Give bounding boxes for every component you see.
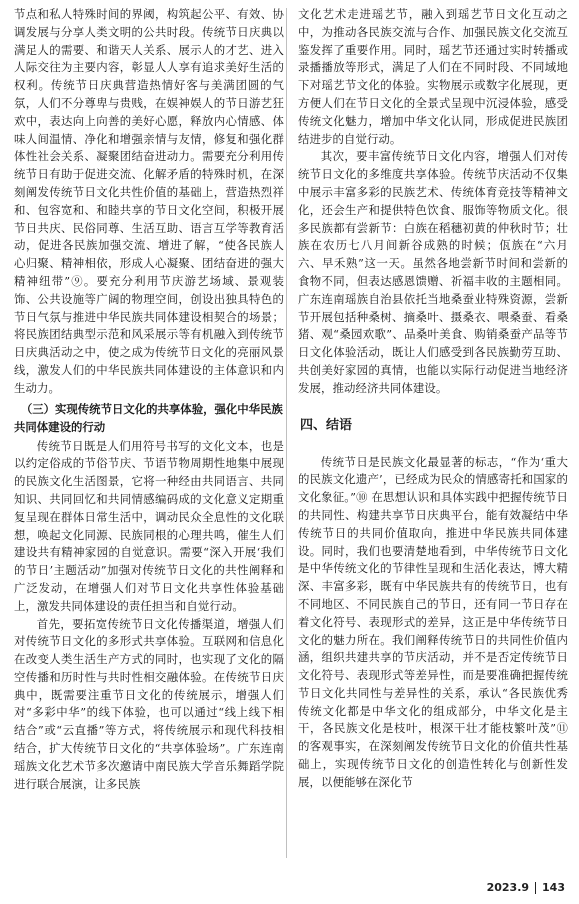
body-paragraph: 节点和私人特殊时间的界阈，构筑起公平、有效、协调发展与分享人类文明的公共时段。传统节日庆典以满足人的需要、和谐天人关系、展示人的才艺、进入人际交往为主要内容，彰显人人享有追求美好生活的权利。传统节日庆典营造热情好客与美满团圆的气氛，人们不分尊卑与贵贱，在娱神娱人的节日游艺狂欢中，表达向上向善的美好心愿，释放内心情感、体味人间温情、净化和增强亲情与友情，修复和强化群体性社会关系、凝聚团结奋进动力。需要充分利用传统节日有助于促进交流、化解矛盾的特殊时机，在深刻阐发传统节日文化共性价值的基础上，营造热烈祥和、包容宽和、和睦共享的节日文化空间，积极开展节日共庆、民俗同尊、生活互助、语言互学等教育活动，促进各民族加强交流、增进了解，“使各民族人心归聚、精神相依，形成人心凝聚、团结奋进的强大精神纽带”⑨。要充分利用节庆游艺场域、景观装饰、公共设施等广阔的物理空间，创设出独具特色的节日气氛与推进中华民族共同体建设相契合的场景；将民族团结典型示范和风采展示等有机融入到传统节日庆典活动之中，使之成为传统节日文化的亮丽风景线，激发人们的中华民族共同体建设的主体意识和内生动力。 (14, 7, 284, 395)
page-number: 143 (542, 881, 565, 894)
footer-separator (535, 882, 536, 894)
left-column (14, 6, 284, 862)
body-paragraph: 首先，要拓宽传统节日文化传播渠道，增强人们对传统节日文化的多形式共享体验。互联网和信息化在改变人类生活生产方式的同时，也实现了文化的隔空传播和历时性与共时性相交融体验。在传统节日庆典中，既需要注重节日文化的传统展示，增强人们对“多彩中华”的线下体验，也可以通过“线上线下相结合”或“云直播”等方式，将传统展示和现代科技相结合，扩大传统节日文化的“共享体验场”。广东连南瑶族文化艺术节多次邀请中南民族大学音乐舞蹈学院进行联合展演，让多民族 (14, 616, 284, 791)
column-divider (286, 8, 287, 858)
body-paragraph: 传统节日既是人们用符号书写的文化文本，也是以约定俗成的节俗节庆、节语节物周期性地集中展现的民族文化生活图景，它将一种经由共同语言、共同知识、共同回忆和共同情感编码成的文化意义定期重复呈现在群体日常生活中，调动民众全息性的文化联想，唤起文化同源、民族同根的心理共鸣，催生人们建设共有精神家园的自觉意识。需要“深入开展‘我们的节日’主题活动”加强对传统节日文化的共性阐释和广泛发动，在增强人们对节日文化共享性体验基础上，激发共同体建设的责任担当和自觉行动。 (14, 438, 284, 613)
section-title: 四、结语 (300, 417, 353, 433)
body-paragraph: 传统节日是民族文化最显著的标志，“作为‘重大的民族文化遗产’，已经成为民众的情感寄托和国家的文化象征。”⑩ 在思想认识和具体实践中把握传统节日的共同性、构建共享节日庆典平台，能有效凝结中华传统节日的共同价值取向，推进中华民族共同体建设。同时，我们也要清楚地看到，中华传统节日文化是中华传统文化的节律性呈现和生活化表达，博大精深、丰富多彩，既有中华民族共有的传统节日，也有不同地区、不同民族自己的节日，还有同一节日存在着文化符号、表现形式的差异，这正是中华传统节日文化的魅力所在。我们阐释传统节日的共同性价值内涵，组织共建共享的节庆活动，并不是否定传统节日文化符号、表现形式等差异性，而是要准确把握传统节日文化共同性与差异性的关系，承认“各民族优秀传统文化都是中华文化的组成部分，中华文化是主干，各民族文化是枝叶，根深干壮才能枝繁叶茂”⑪ 的客观事实，在深刻阐发传统节日文化的价值共性基础上，实现传统节日文化的创造性转化与创新性发展，以便能够在深化节 (298, 454, 568, 789)
body-paragraph: 其次，要丰富传统节日文化内容，增强人们对传统节日文化的多维度共享体验。传统节庆活动不仅集中展示丰富多彩的民族艺术、传统体育竞技等精神文化，还会生产和提供特色饮食、服饰等物质文化。很多民族都有尝新节：白族在稻穗初黄的仲秋时节；壮族在农历七八月间新谷成熟的时候；佤族在“六月六、早禾熟”这一天。虽然各地尝新节时间和尝新的食物不同，但表达感恩馈赠、祈福丰收的主题相同。广东连南瑶族自治县依托当地桑蚕业特殊资源，尝新节开展包括种桑树、摘桑叶、摄桑衣、喂桑蚕、看桑猪、观“桑园欢歌”、品桑叶美食、购销桑蚕产品等节日文化体验活动，既让人们感受到各民族勤劳互助、共创美好家园的真情，也能以实际行动促进当地经济发展，推动经济共同体建设。 (298, 149, 568, 395)
body-paragraph: 文化艺术走进瑶艺节，融入到瑶艺节日文化互动之中，为推动各民族交流与合作、加强民族文化交流互鉴发挥了重要作用。同时，瑶艺节还通过实时转播或录播播放等形式，满足了人们在不同时段、不同域地下对瑶艺节文化的体验。实物展示或数字化展现，更方便人们在节日文化的全景式呈现中沉浸体验，感受传统文化魅力，增加中华文化认同，形成促进民族团结进步的自觉行动。 (298, 7, 568, 146)
page-footer (487, 881, 565, 894)
issue-label: 2023.9 (486, 881, 530, 894)
right-column (298, 6, 568, 862)
section-subheading: （三）实现传统节日文化的共享体验，强化中华民族共同体建设的行动 (14, 401, 283, 434)
